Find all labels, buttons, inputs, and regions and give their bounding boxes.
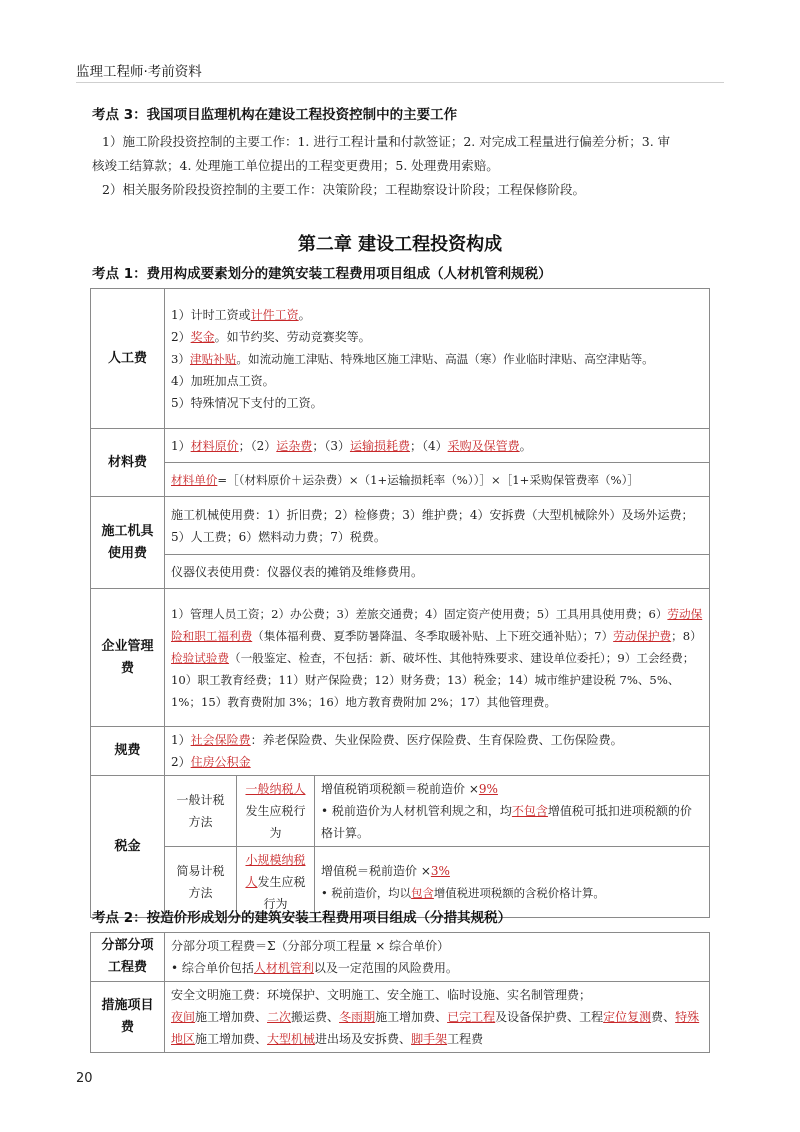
row-fees: 规费 1）社会保险费：养老保险费、失业保险费、医疗保险费、生育保险费、工伤保险费。 2）住房公积金 — [91, 727, 710, 776]
cell-labor: 1）计时工资或计件工资。 2）奖金。如节约奖、劳动竞赛奖等。 3）津贴补贴。如流动施工津贴、特殊地区施工津贴、高温（寒）作业临时津贴、高空津贴等。 4）加班加点工资。 5）特殊情况下支付的工资。 — [165, 289, 710, 429]
label-fees: 规费 — [91, 727, 165, 776]
row-material-2: 材料单价=［（材料原价＋运杂费）×（1+运输损耗率（%））］×［1+采购保管费率（%）］ — [91, 463, 710, 497]
row-labor — [91, 289, 710, 429]
kp3-body — [92, 130, 718, 202]
kp1-title: 考点 1：费用构成要素划分的建筑安装工程费用项目组成（人材机管利规税） — [92, 266, 552, 282]
row-machine-2: 仪器仪表使用费：仪器仪表的摊销及维修费用。 — [91, 555, 710, 589]
label-management: 企业管理费 — [91, 589, 165, 727]
label-labor: 人工费 — [91, 289, 165, 429]
price-formation-table — [90, 932, 710, 1053]
page-number: 20 — [76, 1071, 93, 1086]
cost-elements-table — [90, 288, 710, 918]
kp3-p1a: 1）施工阶段投资控制的主要工作：1. 进行工程计量和付款签证；2. 对完成工程量进行偏差分析；3. 审 — [102, 134, 671, 149]
row-management: 企业管理费 1）管理人员工资；2）办公费；3）差旅交通费；4）固定资产使用费；5）工具用具使用费；6）劳动保险和职工福利费（集体福利费、夏季防暑降温、冬季取暖补贴、上下班交通补贴）；7）劳动保护费；8）检验试验费（一般鉴定、检查，不包括：新、破坏性、其他特殊要求、建设单位委托）；9）工会经费；10）职工教育经费；11）财产保险费；12）财务费；13）税金；14）城市维护建设税 7%、5%、1%；15）教育费附加 3%；16）地方教育费附加 2%；17）其他管理费。 — [91, 589, 710, 727]
row-cuoshi: 措施项目费 安全文明施工费：环境保护、文明施工、安全施工、临时设施、实名制管理费； 夜间施工增加费、二次搬运费、冬雨期施工增加费、已完工程及设备保护费、工程定位复测费、特殊地区施工增加费、大型机械进出场及安拆费、脚手架工程费 — [91, 982, 710, 1053]
label-fenbu: 分部分项工程费 — [91, 933, 165, 982]
row-tax-simple: 简易计税方法 小规模纳税人发生应税行为 增值税＝税前造价 ×3% • 税前造价，均以包含增值税进项税额的含税价格计算。 — [91, 847, 710, 918]
chapter-title: 第二章 建设工程投资构成 — [297, 234, 503, 255]
label-machine: 施工机具使用费 — [91, 497, 165, 589]
row-tax-general: 税金 一般计税方法 一般纳税人发生应税行为 增值税销项税额＝税前造价 ×9% • 税前造价为人材机管利规之和，均不包含增值税可抵扣进项税额的价格计算。 — [91, 776, 710, 847]
label-material: 材料费 — [91, 429, 165, 497]
row-machine-1: 施工机具使用费 施工机械使用费：1）折旧费；2）检修费；3）维护费；4）安拆费（大型机械除外）及场外运费；5）人工费；6）燃料动力费；7）税费。 — [91, 497, 710, 555]
header-rule — [76, 82, 724, 83]
row-material-1: 材料费 1）材料原价；（2）运杂费；（3）运输损耗费；（4）采购及保管费。 — [91, 429, 710, 463]
kp3-p1b: 核竣工结算款；4. 处理施工单位提出的工程变更费用；5. 处理费用索赔。 — [92, 158, 499, 173]
kp2-title: 考点 2：按造价形成划分的建筑安装工程费用项目组成（分措其规税） — [92, 910, 512, 926]
kp3-title: 考点 3：我国项目监理机构在建设工程投资控制中的主要工作 — [92, 107, 458, 123]
row-fenbu: 分部分项工程费 分部分项工程费＝Σ（分部分项工程量 × 综合单价） • 综合单价包括人材机管利以及一定范围的风险费用。 — [91, 933, 710, 982]
label-tax: 税金 — [91, 776, 165, 918]
kp3-p2: 2）相关服务阶段投资控制的主要工作：决策阶段；工程勘察设计阶段；工程保修阶段。 — [102, 182, 585, 197]
label-cuoshi: 措施项目费 — [91, 982, 165, 1053]
running-header: 监理工程师·考前资料 — [76, 64, 202, 80]
